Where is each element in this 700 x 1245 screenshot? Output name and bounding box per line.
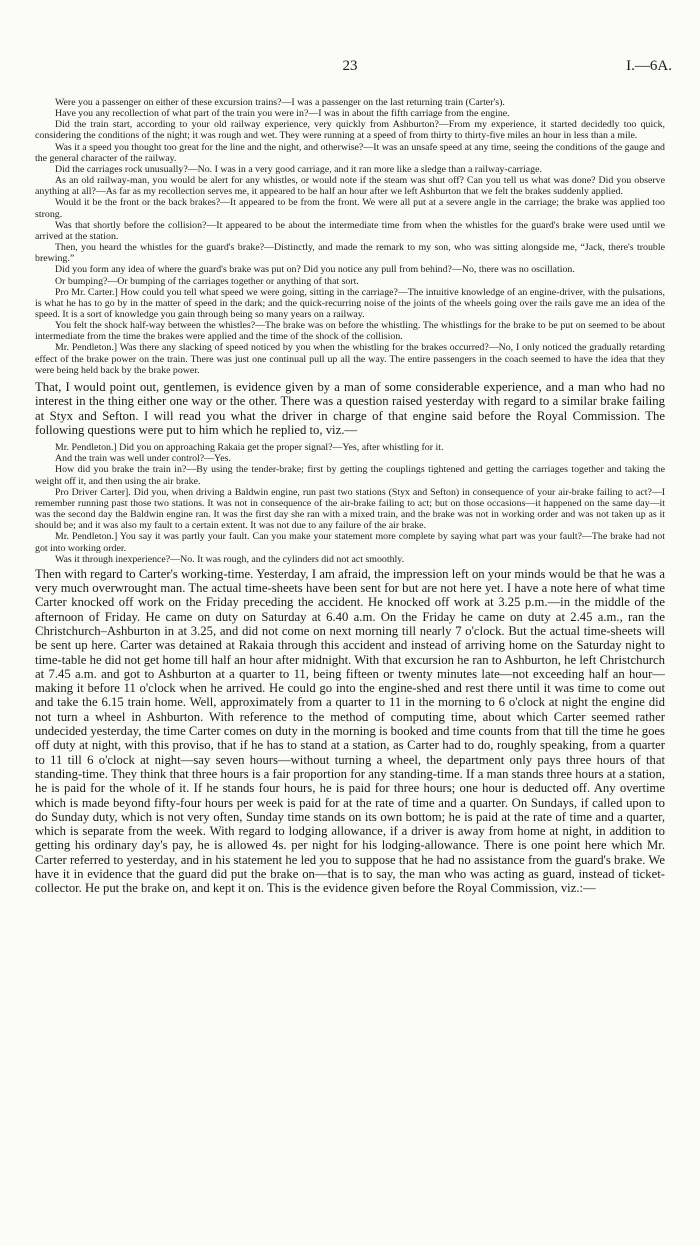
- testimony-paragraph: Then, you heard the whistles for the guard's brake?—Distinctly, and made the remark to my son, who was sitting alongside me, “Jack, there's trouble brewing.”: [35, 242, 665, 265]
- testimony-paragraph: Have you any recollection of what part of the train you were in?—I was in about the fifth carriage from the engine.: [55, 108, 510, 120]
- testimony-paragraph: Did the train start, according to your old railway experience, very quickly from Ashburton?—From my experience, it started decidedly too quick, considering the conditions of the night; it was rough and wet. They were running at a speed of from thirty to thirty-five miles an hour in less than a mile.: [35, 119, 665, 142]
- speech-block-2: [35, 567, 665, 896]
- testimony-paragraph: Pro Mr. Carter.] How could you tell what speed we were going, sitting in the carriage?—The intuitive knowledge of an engine-driver, with the pulsations, is what he has to go by in the matter of speed in the dark; and the quick-recurring noise of the joints of the wheels going over the rails gave me an idea of the speed. It is a sort of knowledge you gain through being so many years on a railway.: [35, 286, 665, 320]
- page-body: [35, 97, 665, 896]
- testimony-paragraph: You felt the shock half-way between the whistles?—The brake was on before the whistling. The whistlings for the brake to be put on seemed to be about intermediate from the time the brakes were applied and the time of the shock of the collision.: [35, 320, 665, 343]
- testimony-paragraph: As an old railway-man, you would be alert for any whistles, or would note if the steam was shut off? Can you tell us what was done? Did you observe anything at all?—As far as my recollection serves me, it appeared to be half an hour after we left Ashburton that we felt the brakes suddenly applied.: [35, 175, 665, 198]
- testimony-paragraph: How did you brake the train in?—By using the tender-brake; first by getting the couplings tightened and getting the carriages together and taking the weight off it, and then using the air brake.: [35, 464, 665, 487]
- testimony-paragraph: Would it be the front or the back brakes?—It appeared to be from the front. We were all put at a severe angle in the carriage; the brake was applied too strong.: [35, 197, 665, 220]
- testimony-paragraph: Mr. Pendleton.] Did you on approaching Rakaia get the proper signal?—Yes, after whistling for it.: [55, 442, 444, 454]
- page-number: 23: [342, 58, 358, 74]
- testimony-paragraph: Mr. Pendleton.] You say it was partly your fault. Can you make your statement more complete by saying what part was your fault?—The brake had not got into working order.: [35, 531, 665, 554]
- testimony-paragraph: And the train was well under control?—Yes.: [55, 453, 231, 465]
- testimony-paragraph: Was it through inexperience?—No. It was rough, and the cylinders did not act smoothly.: [55, 553, 405, 565]
- testimony-paragraph: Or bumping?—Or bumping of the carriages together or anything of that sort.: [55, 275, 359, 287]
- testimony-paragraph: Were you a passenger on either of these excursion trains?—I was a passenger on the last returning train (Carter's).: [55, 97, 505, 108]
- testimony-paragraph: Did you form any idea of where the guard's brake was put on? Did you notice any pull from behind?—No, there was no oscillation.: [55, 264, 575, 276]
- testimony-paragraph: Mr. Pendleton.] Was there any slacking of speed noticed by you when the whistling for the brakes occurred?—No, I only noticed the gradually retarding effect of the brake power on the train. There was just one continual pull up all the way. The entire passengers in the coach seemed to have the idea that they were being held back by the brake power.: [35, 342, 665, 376]
- speech-paragraph: Then with regard to Carter's working-time. Yesterday, I am afraid, the impression left on your minds would be that he was a very much overwrought man. The actual time-sheets have been sent for but are not here yet. I have a note here of what time Carter knocked off work on the Friday preceding the accident. He knocked off work at 3.25 p.m.—in the middle of the afternoon of Friday. He came on duty on Saturday at 6.40 a.m. On the Friday he came on duty at 2.45 a.m., ran the Christchurch–Ashburton in at 3.25, and did not come on next morning till nearly 7 o'clock. But the actual time-sheets will be sent up here. Carter was detained at Rakaia through this accident and instead of arriving home on the Saturday night to time-table he did not get home till half an hour after midnight. With that excursion he ran to Ashburton, he left Christchurch at 7.45 a.m. and got to Ashburton at a quarter to 11, being fifteen or twenty minutes late—not exceeding half an hour—making it before 11 o'clock when he arrived. He could go into the engine-shed and rest there until it was time to come out and take the 6.15 train home. Well, approximately from a quarter to 11 in the morning to 6 o'clock at night the engine did not turn a wheel in Ashburton. With reference to the method of computing time, about which Carter seemed rather undecided yesterday, the time Carter comes on duty in the morning is booked and time counts from that till the time he goes off duty at night, with this proviso, that if he has to stand at a station, as Carter had to do, roughly speaking, from a quarter to 11 till 6 o'clock at night—say seven hours—without turning a wheel, the department only pays three hours of that standing-time. They think that three hours is a fair proportion for any standing-time. If a man stands three hours at a station, he is paid for the whole of it. If he stands four hours, he is paid for three hours; one hour is deducted off. Any overtime which is made beyond fifty-four hours per week is paid for at the rate of time and a quarter. On Sundays, if called upon to do Sunday duty, which is not very often, Sunday time stands on its own bottom; he is paid at the rate of time and a quarter, which is separate from the week. With regard to lodging allowance, if a driver is away from home at night, in addition to getting his ordinary day's pay, he is allowed 4s. per night for his lodging-allowance. There is one point here which Mr. Carter referred to yesterday, and in his statement he led you to suppose that he had no assistance from the guard's brake. We have it in evidence that the guard did put the brake on—that is to say, the man who was acting as guard, instead of ticket-collector. He put the brake on, and kept it on. This is the evidence given before the Royal Commission, viz.:—: [35, 566, 665, 896]
- testimony-block-1: [35, 97, 665, 376]
- testimony-block-2: [35, 442, 665, 565]
- parliamentary-paper-reference: I.—6A.: [626, 58, 672, 74]
- testimony-paragraph: Pro Driver Carter]. Did you, when driving a Baldwin engine, run past two stations (Styx and Sefton) in consequence of your air-brake failing to act?—I remember running past those two stations. It was not in consequence of the air-brake failing to act; but on those occasions—it happened on the same day—it was the second day the Baldwin engine ran. It was the first day she ran with a mixed train, and the brake was not in working order and was not taken up as it should be; and it was also my fault to a certain extent. It was not due to any failure of the air brake.: [35, 486, 665, 532]
- testimony-paragraph: Did the carriages rock unusually?—No. I was in a very good carriage, and it ran more like a sledge than a railway-carriage.: [55, 163, 542, 175]
- testimony-paragraph: Was that shortly before the collision?—It appeared to be about the intermediate time from when the whistles for the guard's brake were used until we arrived at the station.: [35, 219, 665, 242]
- testimony-paragraph: Was it a speed you thought too great for the line and the night, and otherwise?—It was an unsafe speed at any time, seeing the conditions of the gauge and the general character of the railway.: [35, 141, 665, 164]
- speech-block-1: [35, 380, 665, 437]
- speech-paragraph: That, I would point out, gentlemen, is evidence given by a man of some considerable experience, and a man who had no interest in the thing either one way or the other. There was a question raised yesterday with regard to a similar brake failing at Styx and Sefton. I will read you what the driver in charge of that engine said before the Royal Commission. The following questions were put to him which he replied to, viz.—: [35, 379, 665, 437]
